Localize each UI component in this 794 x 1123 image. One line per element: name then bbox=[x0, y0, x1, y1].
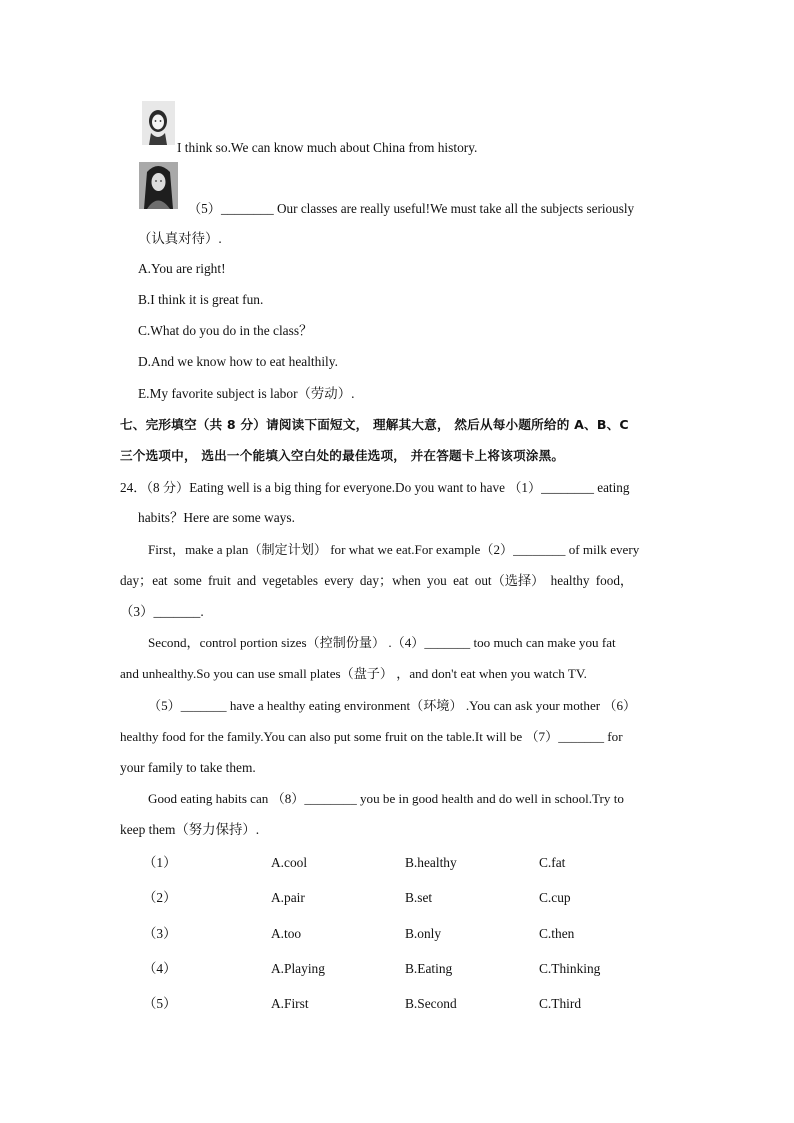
dialogue-line-1: I think so.We can know much about China from history. bbox=[177, 140, 478, 155]
choice-number: （3） bbox=[143, 926, 177, 941]
choice-c: C.Third bbox=[539, 996, 582, 1011]
choice-a: A.pair bbox=[271, 890, 305, 905]
choice-c: C.then bbox=[539, 926, 575, 941]
choice-c: C.Thinking bbox=[539, 961, 601, 976]
passage-p4c: your family to take them. bbox=[120, 760, 256, 775]
choice-c: C.fat bbox=[539, 855, 566, 870]
choice-b: B.healthy bbox=[405, 855, 457, 870]
passage-p5b: keep them（努力保持）. bbox=[120, 822, 260, 837]
choice-b: B.Second bbox=[405, 996, 457, 1011]
passage-p3a: Second，control portion sizes（控制份量） .（4）_______ too much can make you fat bbox=[148, 635, 616, 650]
dialogue-line-2b: （认真对待）. bbox=[138, 231, 222, 246]
girl-avatar-icon bbox=[142, 101, 175, 145]
choice-number: （4） bbox=[143, 961, 177, 976]
choice-number: （2） bbox=[143, 890, 177, 905]
section-7-heading-line-1: 七、完形填空（共 8 分）请阅读下面短文， 理解其大意， 然后从每小题所给的 A、B、C bbox=[120, 417, 629, 432]
passage-p4b: healthy food for the family.You can also put some fruit on the table.It will be （7）_______ for bbox=[120, 729, 623, 744]
choice-a: A.too bbox=[271, 926, 302, 941]
passage-p2c: （3）_______. bbox=[120, 604, 204, 619]
passage-p3b: and unhealthy.So you can use small plates（盘子） ，and don't eat when you watch TV. bbox=[120, 666, 587, 681]
option-d: D.And we know how to eat healthily. bbox=[138, 354, 338, 369]
section-7-heading-line-2: 三个选项中， 选出一个能填入空白处的最佳选项， 并在答题卡上将该项涂黑。 bbox=[120, 448, 565, 463]
passage-p4a: （5）_______ have a healthy eating environment（环境） .You can ask your mother （6） bbox=[148, 698, 637, 713]
passage-p1a: 24．（8 分）Eating well is a big thing for everyone.Do you want to have （1）________ eating bbox=[120, 480, 630, 495]
choice-a: A.Playing bbox=[271, 961, 325, 976]
dialogue-line-2a: （5）________ Our classes are really useful!We must take all the subjects seriously bbox=[188, 201, 635, 216]
passage-p5a: Good eating habits can （8）________ you be in good health and do well in school.Try to bbox=[148, 791, 624, 806]
choice-b: B.set bbox=[405, 890, 433, 905]
choice-number: （1） bbox=[143, 855, 177, 870]
choice-c: C.cup bbox=[539, 890, 571, 905]
choice-number: （5） bbox=[143, 996, 177, 1011]
passage-p1b: habits？Here are some ways. bbox=[138, 510, 295, 525]
passage-p2a: First，make a plan（制定计划） for what we eat.For example（2）________ of milk every bbox=[148, 542, 640, 557]
passage-p2b: day；eat some fruit and vegetables every day；when you eat out（选择） healthy food， bbox=[120, 573, 634, 588]
option-b: B.I think it is great fun. bbox=[138, 292, 264, 307]
choice-b: B.only bbox=[405, 926, 442, 941]
option-a: A.You are right! bbox=[138, 261, 226, 276]
choice-b: B.Eating bbox=[405, 961, 453, 976]
option-c: C.What do you do in the class？ bbox=[138, 323, 313, 338]
choice-a: A.First bbox=[271, 996, 309, 1011]
girl-photo-avatar-icon bbox=[139, 162, 178, 209]
option-e: E.My favorite subject is labor（劳动）. bbox=[138, 386, 355, 401]
choice-a: A.cool bbox=[271, 855, 308, 870]
